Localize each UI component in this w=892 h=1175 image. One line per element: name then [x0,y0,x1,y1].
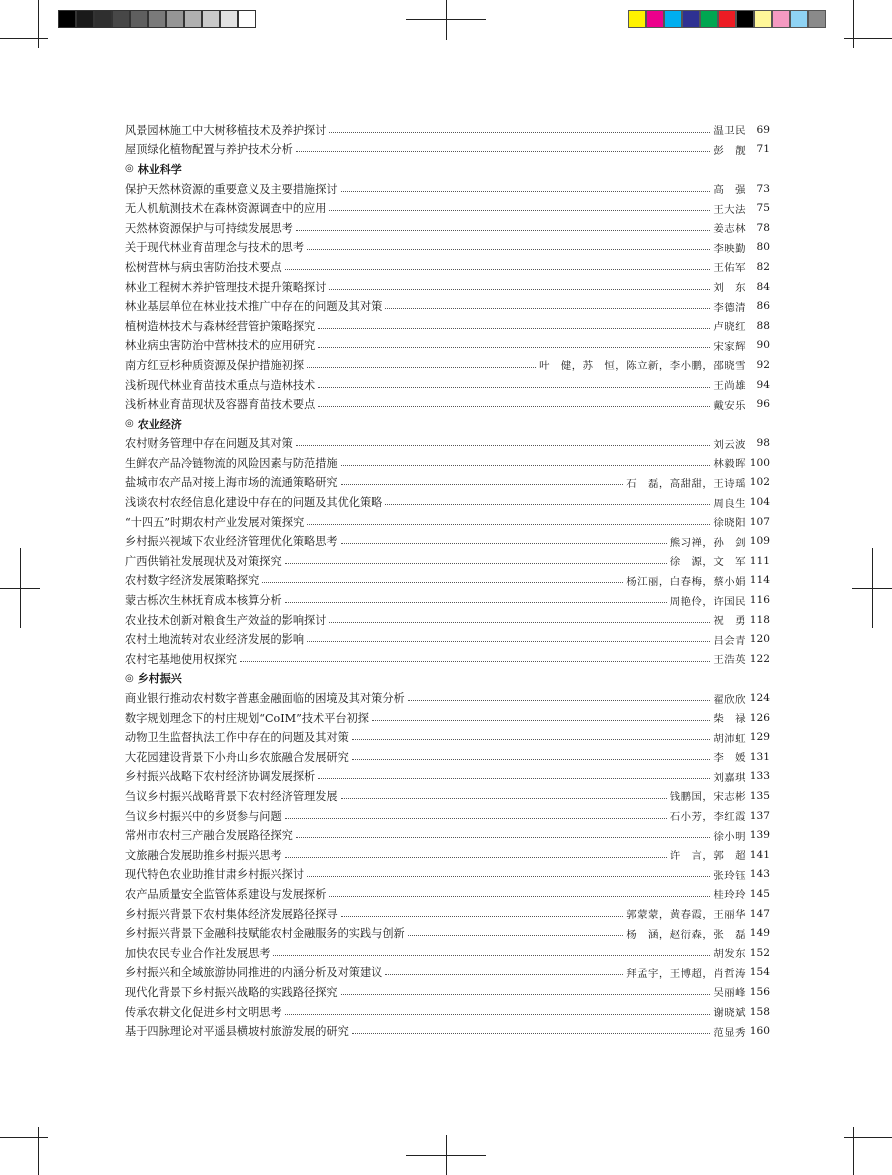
entry-page-number: 73 [756,182,770,195]
entry-page-number: 69 [756,123,770,136]
dot-leader [385,973,623,975]
section-label: 乡村振兴 [137,672,182,686]
entry-title: 无人机航测技术在森林资源调查中的应用 [125,202,327,216]
section-label: 林业科学 [137,162,182,176]
section-bullet-icon: ◎ [125,418,134,430]
dot-leader [341,483,624,485]
entry-page-number: 84 [756,280,770,293]
entry-title: 乡村振兴和全域旅游协同推进的内涵分析及对策建议 [125,966,383,980]
entry-title: 农村财务管理中存在问题及其对策 [125,437,293,451]
entry-page-number: 100 [749,456,770,469]
dot-leader [296,229,711,231]
dot-leader [318,327,710,329]
entry-page-number: 102 [749,476,770,489]
entry-author: 王大法 [713,203,746,216]
entry-author: 徐晓阳 [713,517,746,530]
toc-entry[interactable] [125,1021,770,1041]
entry-author: 吴丽峰 [713,987,746,1000]
entry-author: 叶 健，苏 恒，陈立新，李小鹏，邵晓雪 [539,360,746,373]
toc-entry[interactable] [125,649,770,669]
entry-author: 熊习禅，孙 剑 [669,536,746,549]
toc-entry[interactable] [125,747,770,767]
dot-leader [329,131,710,133]
section-heading [125,669,770,689]
crop-mark [853,1127,854,1175]
crop-mark [0,1137,48,1138]
entry-title: 盐城市农产品对接上海市场的流通策略研究 [125,476,338,490]
color-swatch [736,10,754,28]
entry-author: 彭 靓 [713,144,746,157]
entry-title: 农村数字经济发展策略探究 [125,574,260,588]
entry-author: 温卫民 [713,125,746,138]
entry-author: 李映勤 [713,242,746,255]
entry-author: 周良生 [713,497,746,510]
entry-page-number: 160 [749,1025,770,1038]
table-of-contents [125,120,770,1041]
dot-leader [329,209,710,211]
entry-author: 胡发东 [713,948,746,961]
entry-page-number: 152 [749,946,770,959]
entry-page-number: 124 [749,692,770,705]
entry-page-number: 131 [749,750,770,763]
entry-page-number: 107 [749,515,770,528]
toc-entry[interactable] [125,434,770,454]
toc-entry[interactable] [125,375,770,395]
entry-title: 林业工程树木养护管理技术提升策略探讨 [125,280,327,294]
entry-page-number: 137 [749,809,770,822]
entry-author: 戴安乐 [713,399,746,412]
entry-page-number: 126 [749,711,770,724]
gray-swatch [58,10,76,28]
entry-author: 姜志林 [713,223,746,236]
dot-leader [341,797,667,799]
toc-entry[interactable] [125,708,770,728]
crop-mark [38,0,39,48]
crop-mark [844,1137,892,1138]
entry-author: 石小芳，李红霞 [669,811,746,824]
toc-entry[interactable] [125,453,770,473]
entry-page-number: 156 [749,985,770,998]
entry-author: 徐 源，文 军 [669,556,746,569]
section-label: 农业经济 [137,417,182,431]
dot-leader [341,993,711,995]
entry-page-number: 104 [749,496,770,509]
toc-entry[interactable] [125,218,770,238]
entry-title: 浅析林业育苗现状及容器育苗技术要点 [125,398,316,412]
dot-leader [318,386,710,388]
dot-leader [385,503,710,505]
entry-author: 卢晓红 [713,321,746,334]
entry-title: 植树造林技术与森林经营管护策略探究 [125,319,316,333]
section-heading [125,159,770,179]
entry-title: 传承农耕文化促进乡村文明思考 [125,1005,282,1019]
entry-author: 高 强 [713,184,746,197]
entry-title: 蒙古栎次生林抚育成本核算分析 [125,594,282,608]
toc-entry[interactable] [125,316,770,336]
registration-mark [872,548,873,628]
gray-swatch [130,10,148,28]
entry-title: 农产品质量安全监管体系建设与发展探析 [125,887,327,901]
entry-page-number: 149 [749,927,770,940]
entry-author: 张玲钰 [713,869,746,882]
gray-swatch [76,10,94,28]
entry-page-number: 78 [756,221,770,234]
grayscale-calibration-bar [58,10,256,28]
toc-entry[interactable] [125,963,770,983]
dot-leader [285,601,667,603]
entry-page-number: 158 [749,1005,770,1018]
dot-leader [329,895,710,897]
entry-title: 大花园建设背景下小舟山乡农旅融合发展研究 [125,750,349,764]
entry-title: 现代特色农业助推甘肃乡村振兴探讨 [125,868,305,882]
toc-entry[interactable] [125,277,770,297]
dot-leader [285,817,667,819]
dot-leader [285,268,711,270]
entry-author: 刘云波 [713,438,746,451]
entry-page-number: 143 [749,868,770,881]
entry-title: 刍议乡村振兴战略背景下农村经济管理发展 [125,789,338,803]
entry-page-number: 80 [756,241,770,254]
entry-title: 乡村振兴背景下农村集体经济发展路径探寻 [125,907,338,921]
entry-page-number: 98 [756,437,770,450]
entry-author: 桂玲玲 [713,889,746,902]
entry-page-number: 96 [756,398,770,411]
entry-page-number: 116 [749,594,770,607]
dot-leader [262,581,623,583]
entry-page-number: 86 [756,300,770,313]
entry-title: 文旅融合发展助推乡村振兴思考 [125,848,282,862]
gray-swatch [184,10,202,28]
entry-author: 拜孟宇，王博超，肖哲涛 [626,967,746,980]
entry-title: 松树营林与病虫害防治技术要点 [125,260,282,274]
entry-author: 祝 勇 [713,615,746,628]
entry-title: 广西供销社发展现状及对策探究 [125,554,282,568]
toc-entry[interactable] [125,179,770,199]
color-swatch [628,10,646,28]
dot-leader [307,248,710,250]
color-calibration-bar [628,10,826,28]
toc-entry[interactable] [125,512,770,532]
toc-entry[interactable] [125,590,770,610]
section-bullet-icon: ◎ [125,163,134,175]
entry-title: 农村宅基地使用权探究 [125,652,237,666]
entry-title: 天然林资源保护与可持续发展思考 [125,221,293,235]
color-swatch [790,10,808,28]
entry-author: 王浩英 [713,654,746,667]
entry-author: 石 磊，高甜甜，王诗瑶 [626,477,746,490]
entry-page-number: 71 [756,143,770,156]
gray-swatch [220,10,238,28]
toc-entry[interactable] [125,257,770,277]
dot-leader [352,1032,711,1034]
entry-title: 林业基层单位在林业技术推广中存在的问题及其对策 [125,300,383,314]
entry-title: 农村土地流转对农业经济发展的影响 [125,633,305,647]
entry-author: 刘嘉琪 [713,771,746,784]
crop-mark [853,0,854,48]
entry-author: 谢晓斌 [713,1007,746,1020]
registration-mark [446,0,447,40]
entry-title: 风景园林施工中大树移植技术及养护探讨 [125,123,327,137]
gray-swatch [148,10,166,28]
toc-entry[interactable] [125,865,770,885]
color-swatch [664,10,682,28]
dot-leader [318,777,710,779]
dot-leader [318,405,710,407]
entry-author: 林毅晖 [713,458,746,471]
entry-title: 基于四脉理论对平遥县横坡村旅游发展的研究 [125,1025,349,1039]
toc-entry[interactable] [125,767,770,787]
entry-author: 王佑军 [713,262,746,275]
toc-entry[interactable] [125,610,770,630]
entry-title: 乡村振兴视域下农业经济管理优化策略思考 [125,535,338,549]
color-swatch [772,10,790,28]
entry-author: 钱鹏国，宋志彬 [669,791,746,804]
entry-page-number: 118 [749,613,770,626]
toc-entry[interactable] [125,531,770,551]
entry-page-number: 114 [749,574,770,587]
color-swatch [646,10,664,28]
dot-leader [352,738,711,740]
entry-page-number: 139 [749,829,770,842]
entry-page-number: 147 [749,907,770,920]
dot-leader [296,444,711,446]
dot-leader [285,562,667,564]
entry-title: 关于现代林业育苗理念与技术的思考 [125,241,305,255]
entry-author: 郭蒙蒙，黄春霞，王丽华 [626,909,746,922]
entry-title: “十四五”时期农村产业发展对策探究 [125,515,305,529]
gray-swatch [94,10,112,28]
entry-title: 生鲜农产品冷链物流的风险因素与防范措施 [125,456,338,470]
entry-title: 乡村振兴战略下农村经济协调发展探析 [125,770,316,784]
entry-page-number: 82 [756,260,770,273]
toc-entry[interactable] [125,571,770,591]
dot-leader [341,464,711,466]
entry-title: 浅析现代林业育苗技术重点与造林技术 [125,378,316,392]
entry-author: 周艳伶，许国民 [669,595,746,608]
entry-author: 胡沛虹 [713,732,746,745]
registration-mark [20,548,21,628]
entry-title: 浅谈农村农经信息化建设中存在的问题及其优化策略 [125,496,383,510]
toc-entry[interactable] [125,688,770,708]
toc-entry[interactable] [125,884,770,904]
toc-entry[interactable] [125,198,770,218]
dot-leader [285,856,667,858]
registration-mark [406,19,486,20]
entry-page-number: 141 [749,848,770,861]
toc-entry[interactable] [125,825,770,845]
entry-author: 王尚雄 [713,380,746,393]
dot-leader [352,758,711,760]
dot-leader [307,366,536,368]
gray-swatch [166,10,184,28]
entry-page-number: 129 [749,731,770,744]
dot-leader [385,307,710,309]
entry-page-number: 135 [749,789,770,802]
dot-leader [329,288,710,290]
entry-page-number: 88 [756,319,770,332]
dot-leader [307,875,710,877]
entry-title: 南方红豆杉种质资源及保护措施初探 [125,358,305,372]
toc-entry[interactable] [125,923,770,943]
entry-author: 吕会青 [713,634,746,647]
dot-leader [240,660,710,662]
entry-title: 动物卫生监督执法工作中存在的问题及其对策 [125,731,349,745]
toc-entry[interactable] [125,120,770,140]
entry-title: 现代化背景下乡村振兴战略的实践路径探究 [125,985,338,999]
toc-entry[interactable] [125,296,770,316]
dot-leader [296,836,711,838]
entry-page-number: 120 [749,633,770,646]
entry-title: 农业技术创新对粮食生产效益的影响探讨 [125,613,327,627]
entry-page-number: 90 [756,339,770,352]
toc-entry[interactable] [125,492,770,512]
entry-author: 李 媛 [713,752,746,765]
entry-page-number: 133 [749,770,770,783]
dot-leader [341,915,624,917]
color-swatch [754,10,772,28]
dot-leader [307,523,710,525]
gray-swatch [238,10,256,28]
entry-title: 乡村振兴背景下金融科技赋能农村金融服务的实践与创新 [125,927,405,941]
entry-author: 刘 东 [713,282,746,295]
color-swatch [700,10,718,28]
gray-swatch [202,10,220,28]
entry-title: 林业病虫害防治中营林技术的应用研究 [125,339,316,353]
dot-leader [341,542,667,544]
registration-mark [406,1155,486,1156]
crop-mark [38,1127,39,1175]
entry-title: 刍议乡村振兴中的乡贤参与问题 [125,809,282,823]
toc-entry[interactable] [125,238,770,258]
toc-entry[interactable] [125,845,770,865]
entry-title: 屋顶绿化植物配置与养护技术分析 [125,143,293,157]
entry-title: 数字规划理念下的村庄规划“CoIM”技术平台初探 [125,711,369,725]
entry-title: 加快农民专业合作社发展思考 [125,946,271,960]
entry-author: 宋家辉 [713,340,746,353]
toc-entry[interactable] [125,473,770,493]
dot-leader [285,1013,711,1015]
dot-leader [273,954,710,956]
toc-entry[interactable] [125,904,770,924]
entry-author: 李德清 [713,301,746,314]
dot-leader [372,719,710,721]
crop-mark [0,38,48,39]
entry-author: 徐小明 [713,830,746,843]
toc-entry[interactable] [125,943,770,963]
crop-mark [844,38,892,39]
section-bullet-icon: ◎ [125,672,134,684]
color-swatch [718,10,736,28]
entry-page-number: 154 [749,966,770,979]
dot-leader [329,621,710,623]
entry-title: 常州市农村三产融合发展路径探究 [125,829,293,843]
toc-entry[interactable] [125,355,770,375]
dot-leader [408,934,624,936]
color-swatch [808,10,826,28]
toc-entry[interactable] [125,140,770,160]
toc-entry[interactable] [125,629,770,649]
entry-page-number: 75 [756,202,770,215]
gray-swatch [112,10,130,28]
dot-leader [307,640,710,642]
toc-entry[interactable] [125,982,770,1002]
entry-author: 许 言，郭 超 [669,850,746,863]
entry-page-number: 111 [749,554,770,567]
entry-author: 杨江丽，白春梅，蔡小娟 [626,575,746,588]
dot-leader [318,346,710,348]
entry-title: 商业银行推动农村数字普惠金融面临的困境及其对策分析 [125,692,405,706]
toc-entry[interactable] [125,786,770,806]
entry-page-number: 145 [749,887,770,900]
entry-page-number: 94 [756,378,770,391]
toc-entry[interactable] [125,336,770,356]
entry-title: 保护天然林资源的重要意义及主要措施探讨 [125,182,338,196]
entry-author: 杨 涵，赵衍森，张 磊 [626,928,746,941]
entry-author: 范显秀 [713,1026,746,1039]
toc-entry[interactable] [125,806,770,826]
toc-entry[interactable] [125,727,770,747]
toc-entry[interactable] [125,394,770,414]
entry-page-number: 92 [756,358,770,371]
entry-page-number: 109 [749,535,770,548]
color-swatch [682,10,700,28]
dot-leader [341,190,711,192]
entry-page-number: 122 [749,652,770,665]
section-heading [125,414,770,434]
entry-author: 翟欣欣 [713,693,746,706]
dot-leader [408,699,711,701]
toc-entry[interactable] [125,551,770,571]
dot-leader [296,150,711,152]
toc-entry[interactable] [125,1002,770,1022]
entry-author: 柴 禄 [713,713,746,726]
